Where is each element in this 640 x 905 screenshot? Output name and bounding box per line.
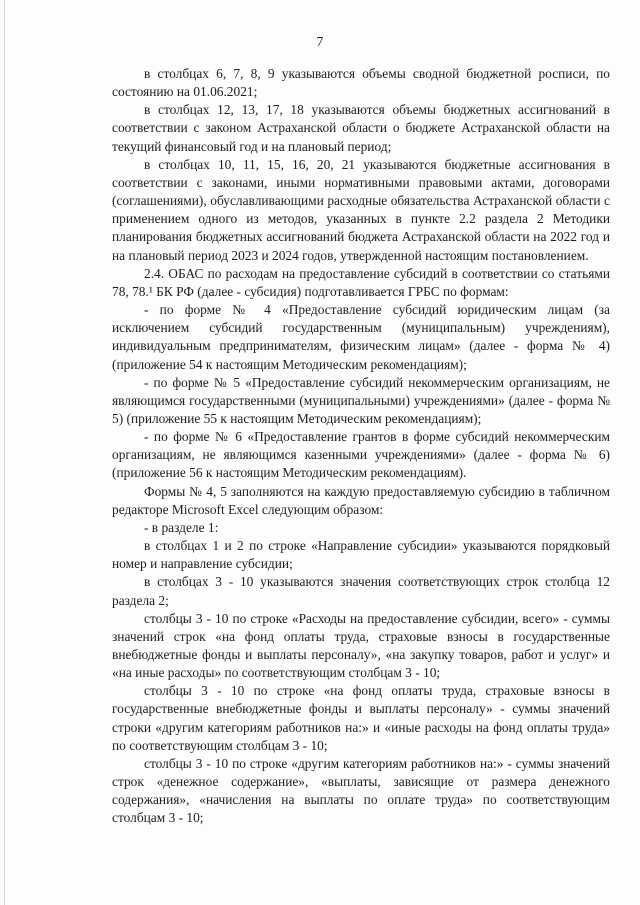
- paragraph-11: в столбцах 3 - 10 указываются значения соответствующих строк столбца 12 раздела 2;: [112, 574, 610, 608]
- paragraph-5: - по форме № 4 «Предоставление субсидий юридическим лицам (за исключением субсидий государственным (муниципальным) учреждениям), индивидуальным предпринимателям, физическим лицам» (далее - форма № 4) (приложение 54 к настоящим Методическим рекомендациям);: [112, 302, 610, 372]
- document-body: [112, 65, 610, 828]
- paragraph-6: - по форме № 5 «Предоставление субсидий некоммерческим организациям, не являющимся государственными (муниципальными) учреждениями» (далее - форма № 5) (приложение 55 к настоящим Методическим рекомендациям);: [112, 374, 610, 426]
- paragraph-8: Формы № 4, 5 заполняются на каждую предоставляемую субсидию в табличном редакторе Microsoft Excel следующим образом:: [112, 483, 610, 517]
- paragraph-1: в столбцах 6, 7, 8, 9 указываются объемы сводной бюджетной росписи, по состоянию на 01.06.2021;: [112, 66, 610, 100]
- paragraph-13: столбцы 3 - 10 по строке «на фонд оплаты труда, страховые взносы в государственные внебюджетные фонды и выплаты персоналу» - суммы значений строки «другим категориям работников на:» и «иные расходы на фонд оплаты труда» по соответствующим столбцам 3 - 10;: [112, 683, 610, 753]
- paragraph-2: в столбцах 12, 13, 17, 18 указываются объемы бюджетных ассигнований в соответствии с законом Астраханской области о бюджете Астраханской области на текущий финансовый год и на плановый период;: [112, 102, 610, 154]
- paragraph-4: 2.4. ОБАС по расходам на предоставление субсидий в соответствии со статьями 78, 78.¹ БК РФ (далее - субсидия) подготавливается ГРБС по формам:: [112, 265, 610, 299]
- paragraph-9: - в разделе 1:: [144, 519, 219, 535]
- page-number: 7: [316, 34, 324, 49]
- paragraph-12: столбцы 3 - 10 по строке «Расходы на предоставление субсидии, всего» - суммы значений строк «на фонд оплаты труда, страховые взносы в государственные внебюджетные фонды и выплаты персоналу», «на закупку товаров, работ и услуг» и «на иные расходы» по соответствующим столбцам 3 - 10;: [112, 610, 610, 681]
- paragraph-14: столбцы 3 - 10 по строке «другим категориям работников на:» - суммы значений строк «денежное содержание», «выплаты, зависящие от размера денежного содержания», «начисления на выплаты по оплате труда» по соответствующим столбцам 3 - 10;: [112, 755, 610, 826]
- paragraph-10: в столбцах 1 и 2 по строке «Направление субсидии» указываются порядковый номер и направление субсидии;: [112, 538, 610, 572]
- paragraph-3: в столбцах 10, 11, 15, 16, 20, 21 указываются бюджетные ассигнования в соответствии с законами, иными нормативными правовыми актами, договорами (соглашениями), обуславливающими расходные обязательства Астраханской области с применением одного из методов, указанных в пункте 2.2 раздела 2 Методики планирования бюджетных ассигнований бюджета Астраханской области на 2022 год и на плановый период 2023 и 2024 годов, утвержденной настоящим постановлением.: [112, 156, 610, 263]
- paragraph-7: - по форме № 6 «Предоставление грантов в форме субсидий некоммерческим организациям, не являющимся казенными учреждениями» (далее - форма № 6) (приложение 56 к настоящим Методическим рекомендациям).: [112, 429, 610, 481]
- scan-edge-line: [4, 0, 5, 905]
